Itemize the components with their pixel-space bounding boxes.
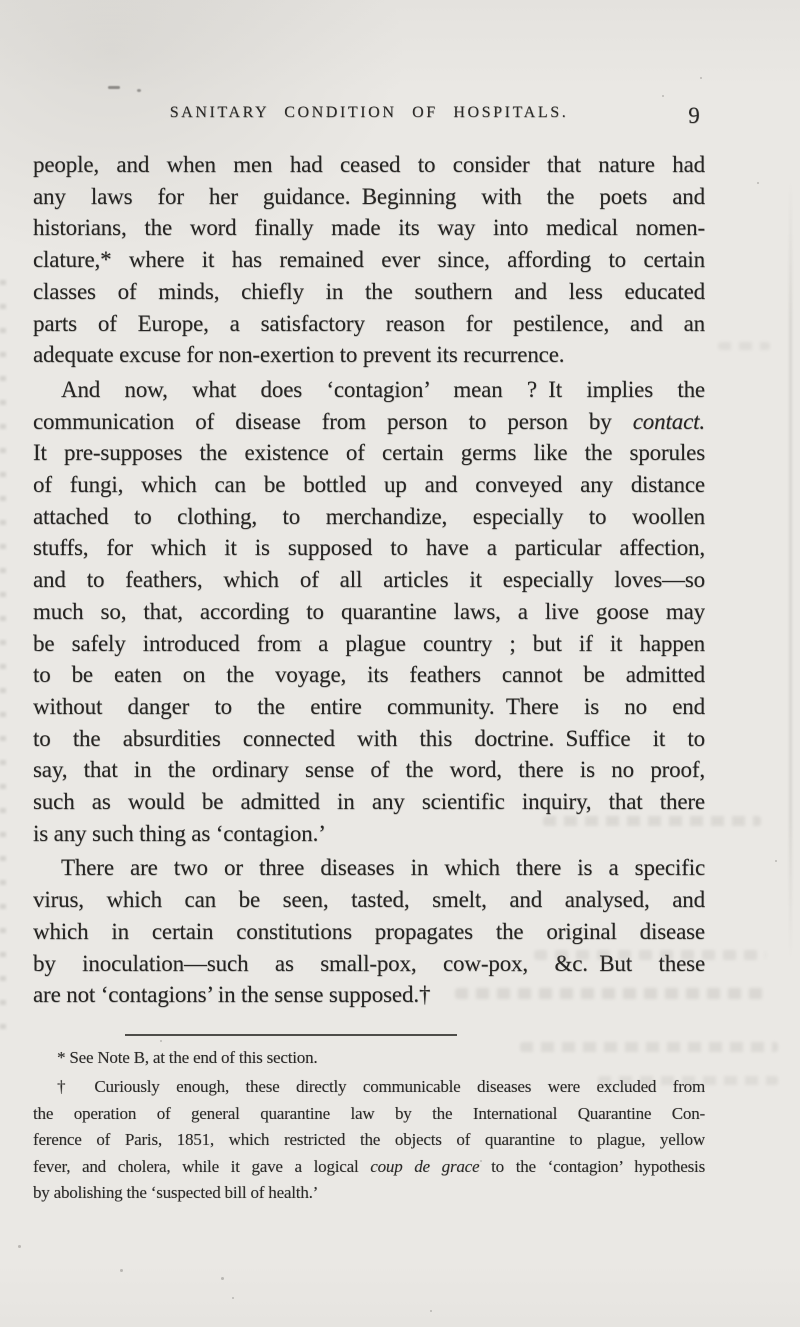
paper-speck: [662, 95, 664, 97]
paper-speck: [700, 77, 702, 79]
text-line: parts of Europe, a satisfactory reason for pestilence, and an: [33, 310, 705, 336]
scan-edge-noise: [0, 280, 6, 1040]
page-number: 9: [688, 103, 700, 128]
showthrough-smudge: [455, 988, 767, 999]
page-crease-shadow: [789, 180, 792, 960]
text-line: by inoculation—such as small-pox, cow-pox, &c. But these: [33, 950, 705, 976]
text-line: of fungi, which can be bottled up and conveyed any distance: [33, 472, 705, 498]
showthrough-smudge: [534, 950, 766, 960]
footnotes: [33, 1045, 705, 1206]
paper-speck: [480, 1160, 482, 1162]
text-line: virus, which can be seen, tasted, smelt, and analysed, and: [33, 887, 705, 913]
paper-speck: [232, 1297, 234, 1299]
footnote-separator-rule: [125, 1034, 457, 1036]
text-line: stuffs, for which it is supposed to have a particular affection,: [33, 535, 705, 561]
footnote-line: ference of Paris, 1851, which restricted the objects of quarantine to plague, yellow: [33, 1130, 705, 1150]
text-line: much so, that, according to quarantine laws, a live goose may: [33, 598, 705, 624]
paper-speck: [545, 425, 547, 427]
paper-speck: [757, 182, 759, 184]
text-line: clature,* where it has remained ever since, affording to certain: [33, 247, 705, 273]
body-text: [33, 149, 705, 1011]
text-line: such as would be admitted in any scientific inquiry, that there: [33, 789, 705, 815]
footnote-line: by abolishing the ‘suspected bill of health.’: [33, 1183, 319, 1203]
text-line: to be eaten on the voyage, its feathers cannot be admitted: [33, 662, 705, 688]
text-line: be safely introduced from a plague country ; but if it happen: [33, 630, 705, 656]
paper-speck: [430, 1310, 432, 1312]
text-line: And now, what does ‘contagion’ mean ? It implies the: [61, 376, 705, 402]
text-line: which in certain constitutions propagates the original disease: [33, 918, 705, 944]
text-line: classes of minds, chiefly in the southern and less educated: [33, 278, 705, 304]
footnote-line: † Curiously enough, these directly communicable diseases were excluded from: [57, 1077, 705, 1097]
paper-speck: [221, 1277, 224, 1280]
text-line: adequate excuse for non-exertion to prevent its recurrence.: [33, 342, 565, 368]
paper-speck: [160, 1040, 162, 1042]
text-line: It pre-supposes the existence of certain germs like the sporules: [33, 440, 705, 466]
footnote: [33, 1074, 705, 1206]
paper-speck: [775, 860, 777, 862]
paper-speck: [18, 1245, 21, 1248]
footnote-line: fever, and cholera, while it gave a logical coup de grace to the ‘contagion’ hypothesis: [33, 1156, 705, 1176]
ink-dot-artifact: [137, 89, 141, 92]
paragraph: [33, 149, 705, 371]
text-line: communication of disease from person to person by contact.: [33, 408, 705, 434]
footnote-line: the operation of general quarantine law by the International Quarantine Con-: [33, 1103, 705, 1123]
paper-speck: [120, 1269, 123, 1272]
text-line: historians, the word finally made its way into medical nomen-: [33, 215, 705, 241]
text-line: to the absurdities connected with this doctrine. Suffice it to: [33, 725, 705, 751]
text-line: are not ‘contagions’ in the sense supposed.†: [33, 982, 431, 1008]
footnote-line: * See Note B, at the end of this section.: [57, 1048, 318, 1067]
paper-speck: [60, 520, 62, 522]
text-line: any laws for her guidance. Beginning with the poets and: [33, 183, 705, 209]
text-line: There are two or three diseases in which there is a specific: [61, 855, 705, 881]
showthrough-smudge: [598, 1076, 778, 1085]
text-line: attached to clothing, to merchandize, especially to woollen: [33, 503, 705, 529]
text-line: say, that in the ordinary sense of the word, there is no proof,: [33, 757, 705, 783]
paragraph: [33, 374, 705, 850]
showthrough-smudge: [543, 816, 761, 826]
ink-dash-artifact: [108, 86, 120, 89]
text-line: and to feathers, which of all articles it especially loves—so: [33, 567, 705, 593]
text-line: without danger to the entire community. There is no end: [33, 693, 705, 719]
text-line: people, and when men had ceased to consider that nature had: [33, 152, 705, 177]
running-head: SANITARY CONDITION OF HOSPITALS.: [169, 104, 569, 121]
showthrough-smudge: [520, 1042, 778, 1052]
text-line: is any such thing as ‘contagion.’: [33, 820, 326, 846]
showthrough-smudge: [718, 342, 770, 350]
paper-speck: [300, 640, 302, 642]
